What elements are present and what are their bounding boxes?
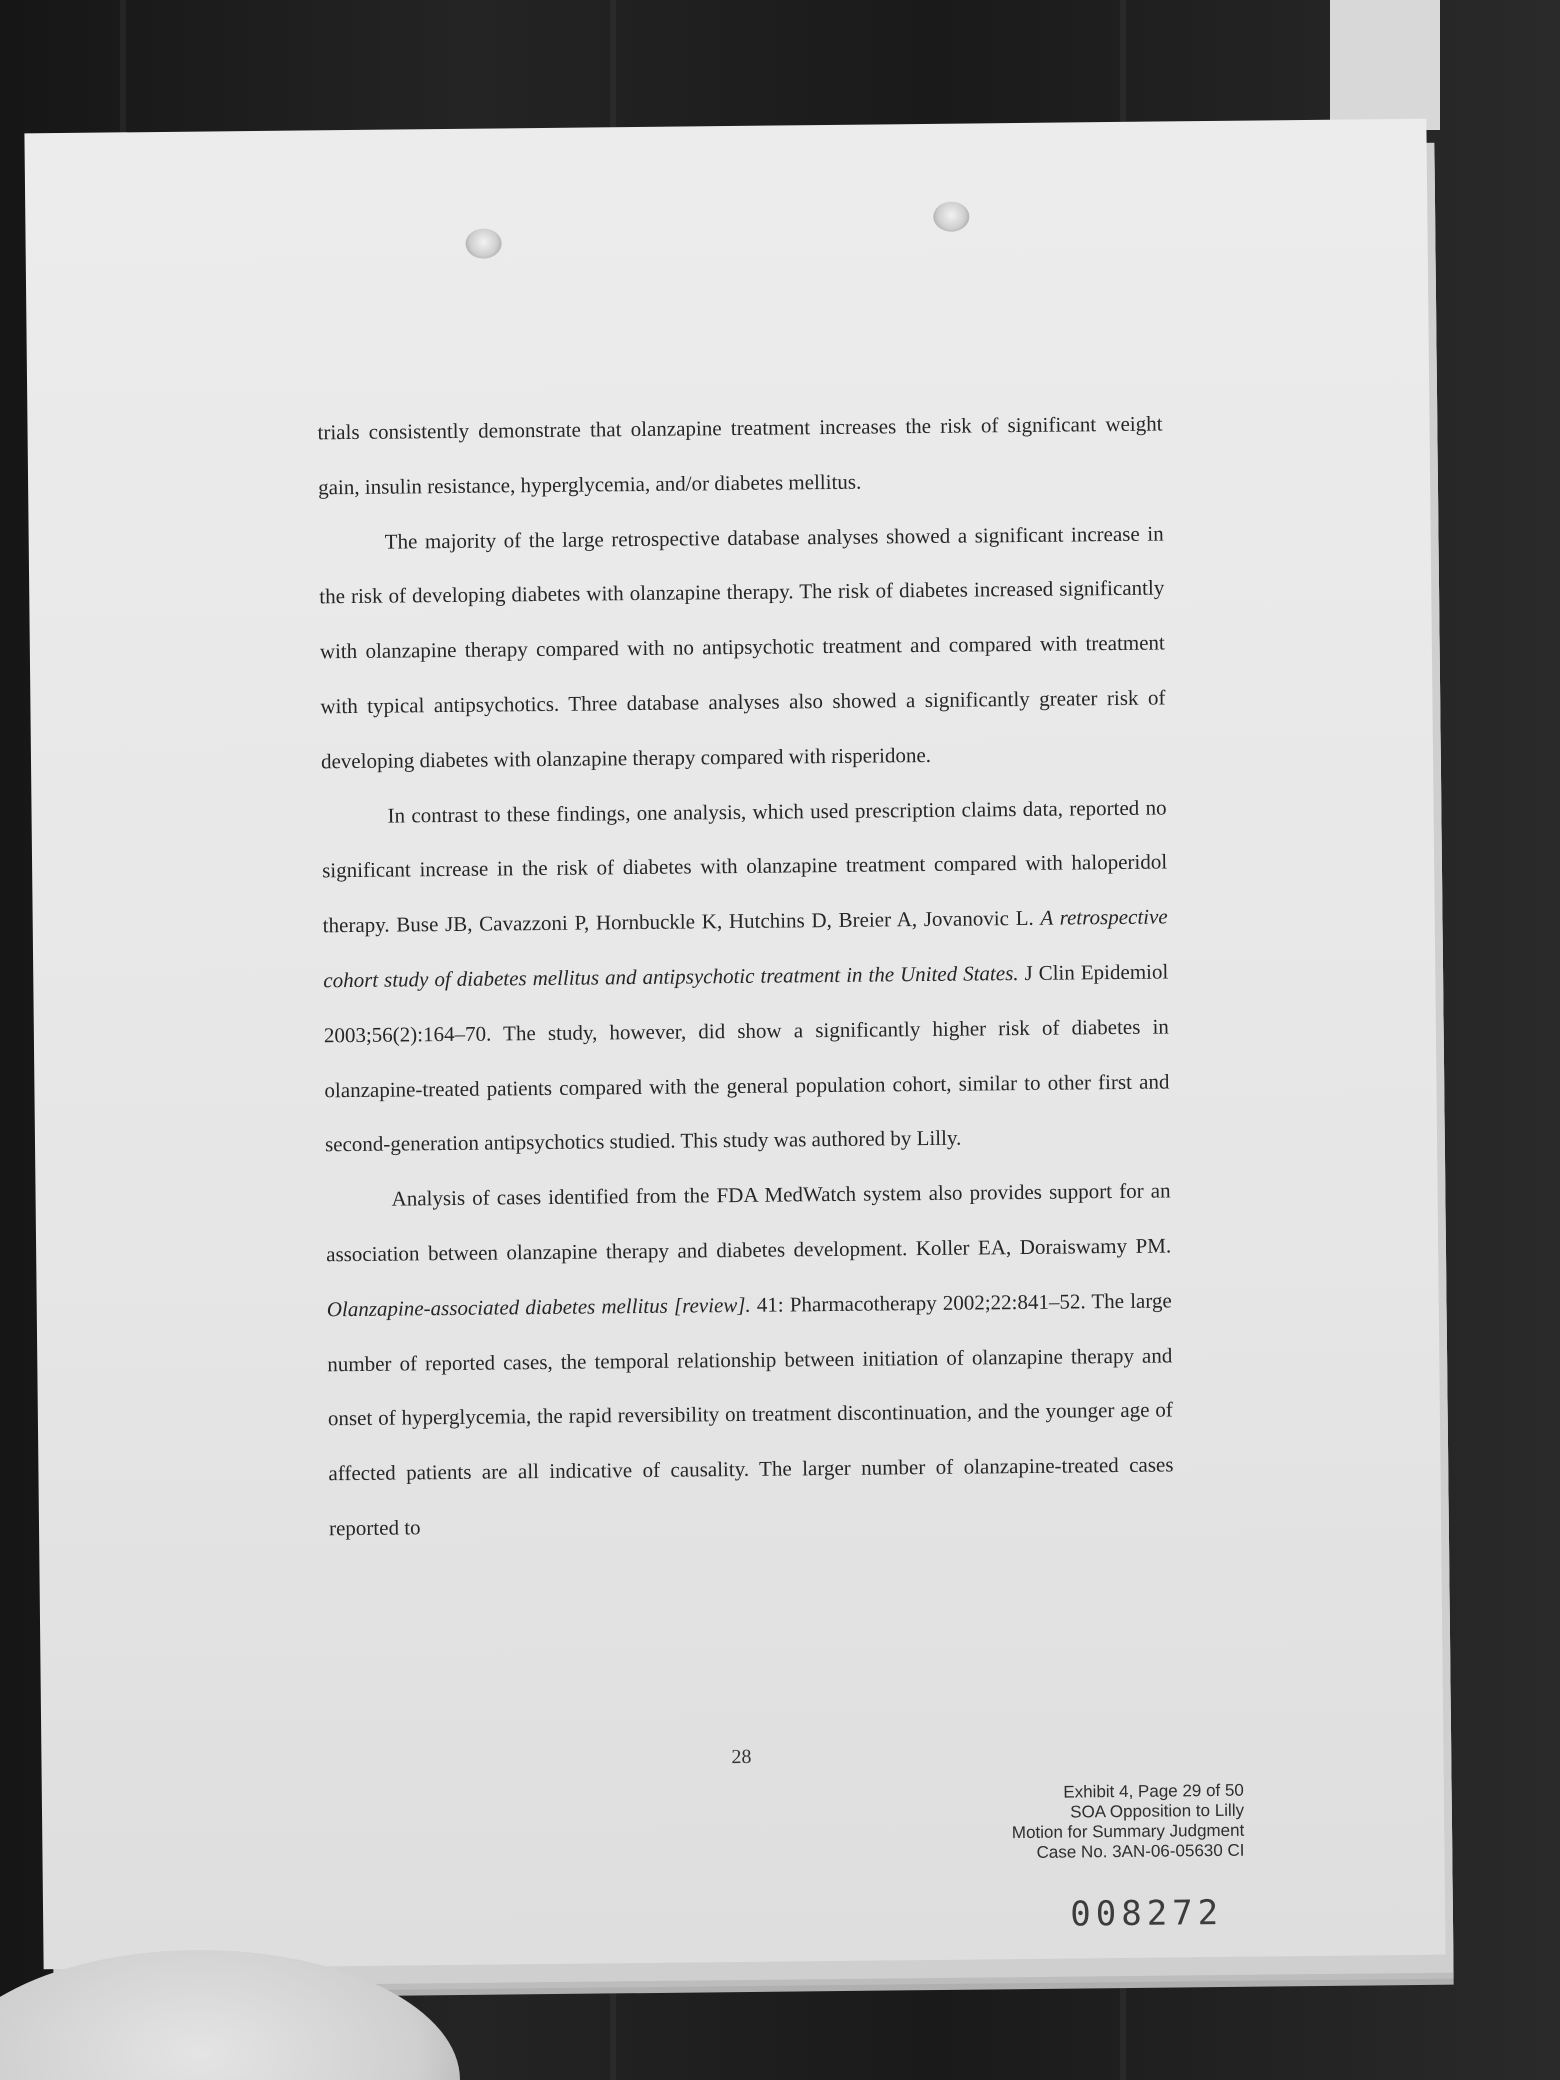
paragraph-text: J Clin Epidemiol 2003;56(2):164–70. The study, however, did show a significantly higher risk of diabetes in olanzapine-treated patients compared with the general population cohort, similar to other first and second-generation antipsychotics studied. This study was authored by Lilly. <box>323 959 1170 1157</box>
paragraph-text: In contrast to these findings, one analysis, which used prescription claims data, reported no significant increase in the risk of diabetes with olanzapine treatment compared with haloperidol therapy. Buse JB, Cavazzoni P, Hornbuckle K, Hutchins D, Breier A, Jovanovic L. <box>322 795 1168 938</box>
body-text <box>317 396 1174 1556</box>
exhibit-stamp-line: Exhibit 4, Page 29 of 50 <box>1063 1780 1244 1802</box>
exhibit-stamp-line: SOA Opposition to Lilly <box>1070 1800 1245 1822</box>
punch-hole <box>465 228 501 258</box>
paragraph-text: The majority of the large retrospective database analyses showed a significant increase in the risk of developing diabetes with olanzapine therapy. The risk of diabetes increased significantly with olanzapine therapy compared with no antipsychotic treatment and compared with treatment with typical antipsychotics. Three database analyses also showed a significantly greater risk of developing diabetes with olanzapine therapy compared with risperidone. <box>319 521 1166 774</box>
paragraph-text: trials consistently demonstrate that olanzapine treatment increases the risk of significant weight gain, insulin resistance, hyperglycemia, and/or diabetes mellitus. <box>317 411 1163 500</box>
punch-hole <box>933 202 969 232</box>
paragraph-p1 <box>317 396 1163 514</box>
paragraph-p3 <box>321 780 1170 1172</box>
exhibit-stamp-line: Case No. 3AN-06-05630 CI <box>1036 1840 1245 1862</box>
bates-number: 008272 <box>1070 1892 1224 1935</box>
citation-title: Olanzapine-associated diabetes mellitus [review]. <box>326 1292 751 1322</box>
document-page <box>24 119 1445 1970</box>
page-number: 28 <box>731 1745 752 1769</box>
background-sheet <box>1330 0 1440 130</box>
exhibit-stamp-line: Motion for Summary Judgment <box>1011 1820 1245 1843</box>
exhibit-stamp <box>1011 1781 1244 1863</box>
paragraph-text: Analysis of cases identified from the FDA MedWatch system also provides support for an association between olanzapine therapy and diabetes development. Koller EA, Doraiswamy PM. <box>326 1178 1172 1267</box>
paragraph-text: 41: Pharmacotherapy 2002;22:841–52. The large number of reported cases, the temporal relationship between initiation of olanzapine therapy and onset of hyperglycemia, the rapid reversibility on treatment discontinuation, and the younger age of affected patients are all indicative of causality. The larger number of olanzapine-treated cases reported to <box>327 1288 1174 1541</box>
paragraph-p2 <box>318 506 1166 789</box>
paragraph-p4 <box>325 1164 1174 1556</box>
citation-title: A retrospective cohort study of diabetes mellitus and antipsychotic treatment in the United States. <box>323 904 1168 993</box>
